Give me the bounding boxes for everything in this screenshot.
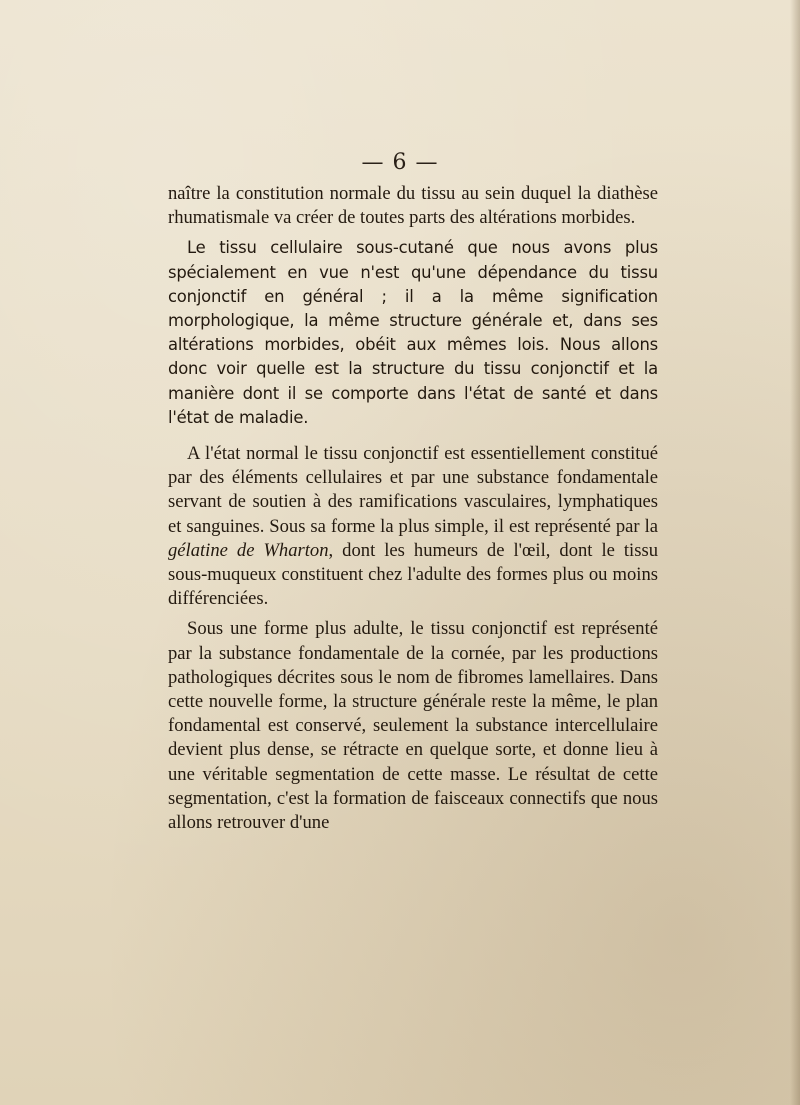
paragraph-2: Le tissu cellulaire sous-cutané que nous avons plus spécialement en vue n'est qu'une dépendance du tissu conjonctif en général ; il a la même signification morphologique, la même structure générale et, dans ses altérations morbides, obéit aux mêmes lois. Nous allons donc voir quelle est la structure du tissu conjonctif et la manière dont il se comporte dans l'état de santé et dans l'état de maladie.	[168, 238, 658, 427]
paragraph-1: naître la constitution normale du tissu au sein duquel la diathèse rhumatismale va créer de toutes parts des altérations morbides.	[168, 183, 658, 229]
paragraph-3-italic: gélatine de Wharton	[168, 539, 329, 561]
paragraph-3-start: A l'état normal le tissu conjonctif est essentiellement constitué par des éléments cellulaires et par une substance fondamentale servant de soutien à des ramifications vasculaires, lymphatiques et sanguines. Sous sa forme la plus simple, il est représenté par la	[168, 443, 658, 537]
paragraph-4: Sous une forme plus adulte, le tissu conjonctif est représenté par la substance fondamentale de la cornée, par les productions pathologiques décrites sous le nom de fibromes lamellaires. Dans cette nouvelle forme, la structure générale reste la même, le plan fondamental est conservé, seulement la substance intercellulaire devient plus dense, se rétracte en quelque sorte, et donne lieu à une véritable segmentation de cette masse. Le résultat de cette segmentation, c'est la formation de faisceaux connectifs que nous allons retrouver d'une	[168, 618, 658, 834]
page-number: — 6 —	[361, 150, 439, 175]
paragraph-3	[168, 442, 658, 611]
body-text	[168, 182, 658, 835]
paragraph-3-end: , dont les humeurs de l'œil, dont le tissu sous-muqueux constituent chez l'adulte des formes plus ou moins différenciées.	[168, 539, 658, 610]
